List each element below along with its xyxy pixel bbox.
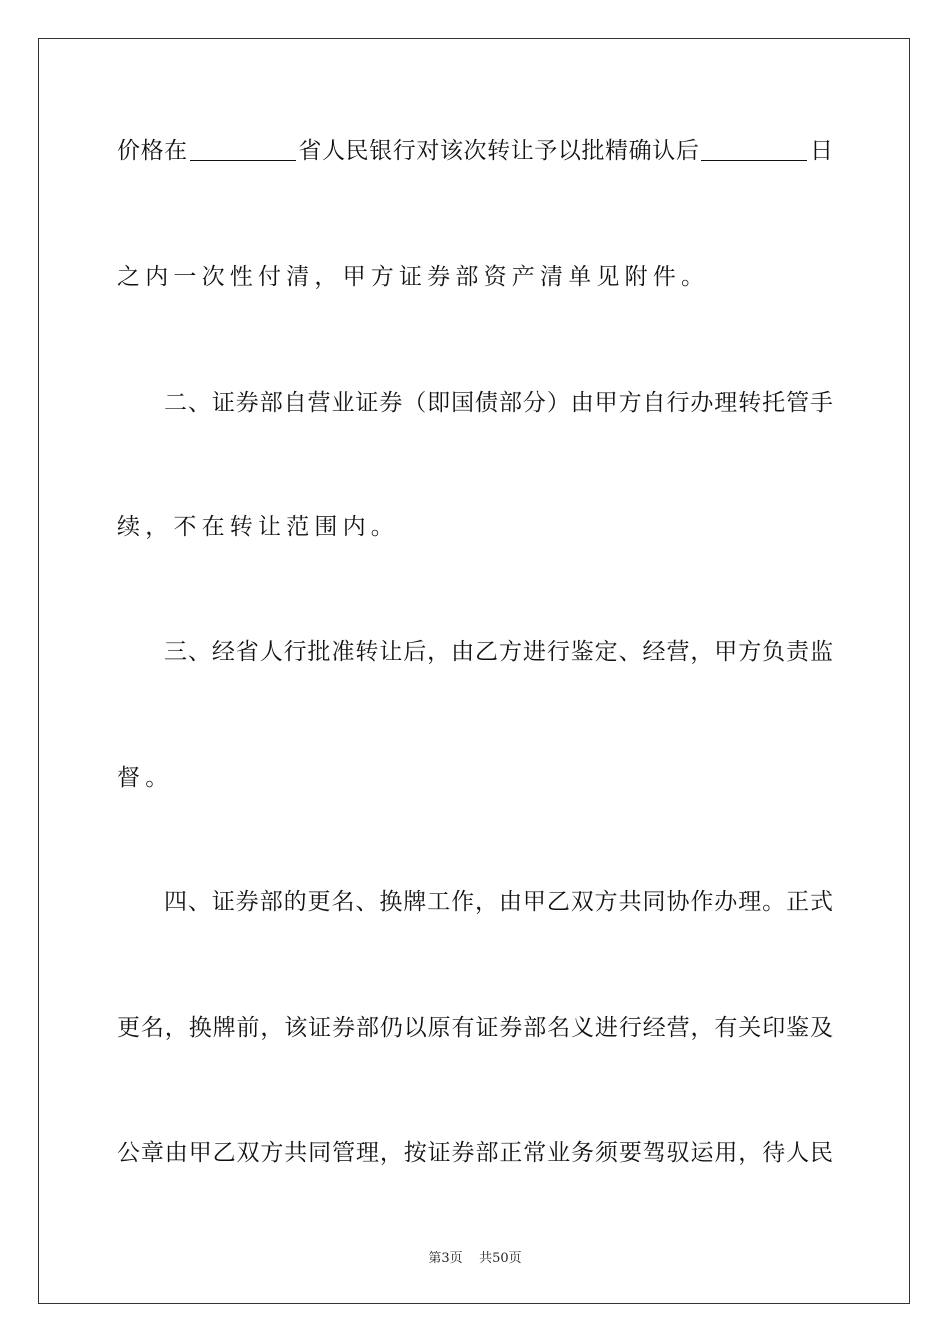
- body-line-5: 三、经省人行批准转让后，由乙方进行鉴定、经营，甲方负责监: [164, 639, 833, 665]
- page-number-footer: 第3页 共50页: [428, 1251, 522, 1266]
- body-line-2: 之内一次性付清，甲方证券部资产清单见附件。: [117, 264, 710, 290]
- body-line-9: 公章由甲乙双方共同管理，按证券部正常业务须要驾驭运用，待人民: [117, 1140, 833, 1166]
- body-line-7: 四、证券部的更名、换牌工作，由甲乙双方共同协作办理。正式: [164, 889, 833, 915]
- fill-in-blank-2: [701, 138, 807, 161]
- body-line-8: 更名，换牌前，该证券部仍以原有证券部名义进行经营，有关印鉴及: [117, 1015, 833, 1041]
- page-border: [38, 38, 910, 1304]
- body-line-6: 督。: [117, 765, 174, 791]
- line-1-part-c: 日: [809, 138, 834, 164]
- body-line-3: 二、证券部自营业证券（即国债部分）由甲方自行办理转托管手: [164, 390, 833, 416]
- body-line-1: [117, 136, 833, 166]
- line-1-part-b: 省人民银行对该次转让予以批精确认后: [297, 138, 700, 164]
- body-line-4: 续，不在转让范围内。: [117, 514, 399, 540]
- line-1-part-a: 价格在: [117, 138, 188, 164]
- fill-in-blank-1: [190, 138, 296, 161]
